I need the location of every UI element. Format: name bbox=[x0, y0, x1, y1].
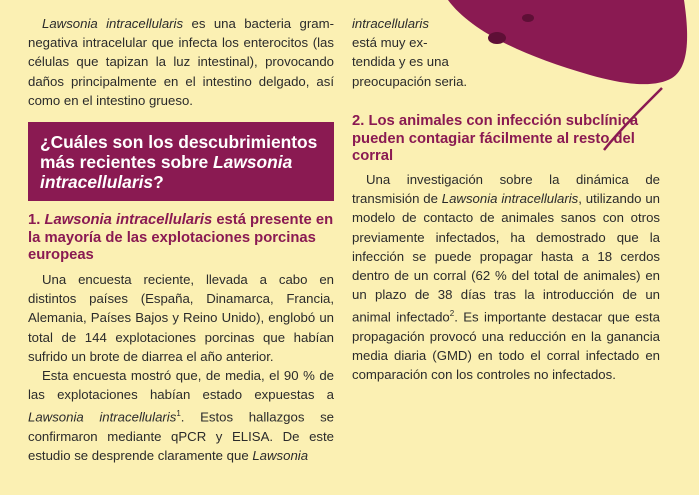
section2-p-a: Una investigación sobre la dinámica de transmisión de bbox=[352, 172, 660, 207]
section1-body bbox=[28, 270, 334, 465]
footnote-ref-2: 2 bbox=[449, 309, 455, 319]
section1-paragraph1: Una encuesta reciente, llevada a cabo en distintos países (España, Dinamarca, Francia, Alemania, Países Bajos y Reino Unido), englobó un total de 144 explotaciones porcinas que habían sufrido un brote de diarrea el año anterior. bbox=[28, 272, 334, 364]
section1-paragraph2 bbox=[28, 366, 334, 465]
section1-heading-rest: está presente en la mayoría de las explotaciones porcinas europeas bbox=[28, 212, 334, 263]
question-species1: Lawsonia bbox=[213, 152, 293, 172]
col2-intro-line2: está muy ex- bbox=[352, 35, 428, 51]
section2-paragraph bbox=[352, 170, 660, 385]
section1-p2-b: . Estos hallazgos se confirmaron mediante qPCR y ELISA. De este estudio se desprende claramente que bbox=[28, 409, 334, 464]
section2-p-species: Lawsonia intracellularis bbox=[441, 191, 579, 207]
question-species2: intracellularis bbox=[40, 172, 154, 192]
section1-p2-a: Esta encuesta mostró que, de media, el 90 % de las explotaciones habían estado expuestas a bbox=[28, 368, 334, 403]
section1-number: 1. bbox=[28, 212, 45, 228]
section2-body bbox=[352, 170, 660, 385]
section1-p2-species2: Lawsonia bbox=[252, 448, 309, 464]
question-line2: más recientes sobre bbox=[40, 152, 214, 172]
section2-p-c: . Es importante destacar que esta propagación provocó una reducción en la ganancia media diaria (GMD) en todo el corral infectado en comparación con los controles no infectados. bbox=[352, 309, 660, 383]
footnote-ref-1: 1 bbox=[176, 409, 181, 419]
col2-intro bbox=[352, 14, 472, 91]
section1-p2-species: Lawsonia intracellularis bbox=[28, 409, 177, 425]
question-end: ? bbox=[153, 172, 164, 192]
question-title bbox=[40, 132, 322, 192]
question-line1: ¿Cuáles son los descubrimientos bbox=[40, 132, 318, 152]
intro-text: es una bacteria gram-negativa intracelular que infecta los enterocitos (las células que tapizan la luz intestinal), provocando daños principalmente en el intestino delgado, así como en el intestino grueso. bbox=[28, 16, 334, 108]
section1-heading-species: Lawsonia intracellularis bbox=[44, 212, 213, 228]
section2-heading: 2. Los animales con infección subclínica pueden contagiar fácilmente al resto del corral bbox=[352, 113, 639, 164]
col2-intro-line4: preocupación seria. bbox=[352, 73, 468, 89]
col2-intro-line3: tendida y es una bbox=[352, 54, 449, 70]
section2-p-b: , utilizando un modelo de contacto de animales sanos con otros previamente infectados, ha demostrado que la infección se puede propagar hasta a 18 cerdos dentro de un corral (62 % del total de animales) en un plazo de 38 días tras la introducción de un animal infectado bbox=[352, 191, 660, 325]
col2-intro-species: intracellularis bbox=[352, 16, 429, 31]
intro-species: Lawsonia intracellularis bbox=[42, 16, 184, 31]
question-box bbox=[28, 122, 334, 201]
intro-paragraph bbox=[28, 14, 334, 110]
section1-heading bbox=[28, 212, 334, 265]
